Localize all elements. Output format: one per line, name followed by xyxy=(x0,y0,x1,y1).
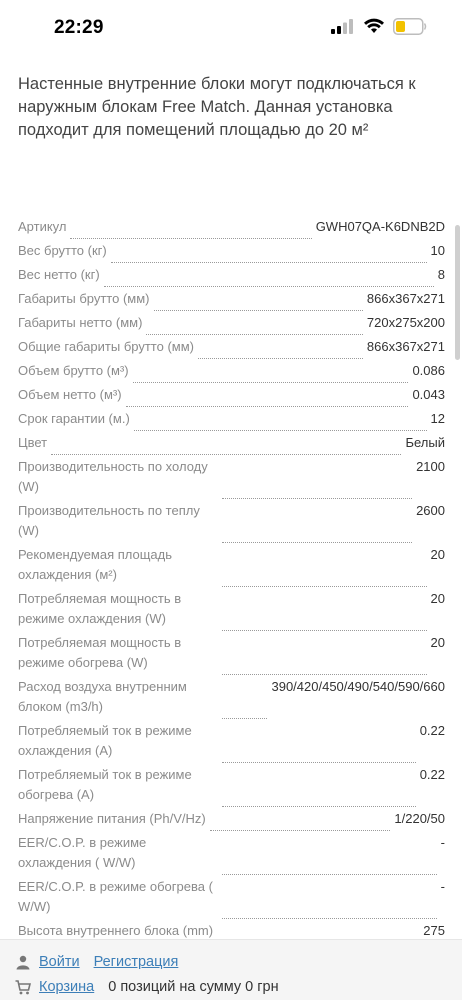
spec-row xyxy=(18,217,445,237)
spec-value: 866x367x271 xyxy=(366,291,445,306)
spec-label: Производительность по холоду (W) xyxy=(18,459,208,494)
spec-value: 20 xyxy=(430,547,445,562)
spec-label: Общие габариты брутто (мм) xyxy=(18,339,194,354)
spec-value: 866x367x271 xyxy=(366,339,445,354)
spec-row xyxy=(18,409,445,429)
spec-row xyxy=(18,633,445,673)
spec-dots xyxy=(222,545,427,587)
spec-row xyxy=(18,265,445,285)
spec-row xyxy=(18,765,445,805)
spec-label: Габариты нетто (мм) xyxy=(18,315,143,330)
spec-row xyxy=(18,361,445,381)
register-link[interactable]: Регистрация xyxy=(93,954,179,970)
spec-label: Рекомендуемая площадь охлаждения (м²) xyxy=(18,547,173,582)
spec-dots xyxy=(70,217,311,239)
spec-dots xyxy=(222,677,267,719)
user-icon xyxy=(15,954,31,970)
spec-dots xyxy=(222,589,427,631)
account-links xyxy=(15,954,192,970)
spec-dots xyxy=(210,809,391,831)
spec-dots xyxy=(198,337,363,359)
spec-value: 2600 xyxy=(416,503,445,518)
spec-value: 0.22 xyxy=(419,723,445,738)
spec-label: Артикул xyxy=(18,219,67,234)
spec-dots xyxy=(222,633,427,675)
spec-row xyxy=(18,545,445,585)
login-link[interactable]: Войти xyxy=(39,954,80,970)
bottom-bar xyxy=(0,939,462,1000)
spec-value: GWH07QA-K6DNB2D xyxy=(315,219,445,234)
status-bar xyxy=(0,0,462,56)
battery-low-power-icon xyxy=(393,18,427,35)
spec-row xyxy=(18,241,445,261)
spec-row xyxy=(18,677,445,717)
spec-value: 1/220/50 xyxy=(394,811,445,826)
spec-value: 12 xyxy=(430,411,445,426)
spec-dots xyxy=(111,241,427,263)
spec-value: Белый xyxy=(405,435,445,450)
spec-row xyxy=(18,833,445,873)
spec-dots xyxy=(222,721,416,763)
spec-label: Объем нетто (м³) xyxy=(18,387,122,402)
spec-label: Высота внутреннего блока (mm) xyxy=(18,923,214,938)
spec-label: Вес нетто (кг) xyxy=(18,267,100,282)
spec-label: Объем брутто (м³) xyxy=(18,363,129,378)
spec-value: 10 xyxy=(430,243,445,258)
spec-value: - xyxy=(440,835,445,850)
spec-dots xyxy=(222,501,412,543)
spec-label: EER/C.O.P. в режиме обогрева ( W/W) xyxy=(18,879,213,914)
cart-row xyxy=(15,979,279,995)
spec-label: Цвет xyxy=(18,435,48,450)
spec-label: Производительность по теплу (W) xyxy=(18,503,200,538)
spec-dots xyxy=(222,833,437,875)
spec-row xyxy=(18,877,445,917)
spec-value: 390/420/450/490/540/590/660 xyxy=(271,679,445,694)
wifi-icon xyxy=(364,17,384,34)
spec-row xyxy=(18,921,445,941)
cart-status: 0 позиций на сумму 0 грн xyxy=(108,979,279,995)
spec-label: Срок гарантии (м.) xyxy=(18,411,130,426)
spec-row xyxy=(18,337,445,357)
spec-row xyxy=(18,385,445,405)
spec-dots xyxy=(146,313,362,335)
spec-label: Напряжение питания (Ph/V/Hz) xyxy=(18,811,206,826)
spec-value: 2100 xyxy=(416,459,445,474)
spec-value: 275 xyxy=(423,923,445,938)
spec-dots xyxy=(134,409,427,431)
spec-value: 8 xyxy=(437,267,445,282)
spec-value: - xyxy=(440,879,445,894)
spec-row xyxy=(18,809,445,829)
spec-dots xyxy=(222,765,416,807)
spec-value: 20 xyxy=(430,635,445,650)
spec-row xyxy=(18,589,445,629)
spec-label: Потребляемая мощность в режиме охлаждения (W) xyxy=(18,591,182,626)
spec-row xyxy=(18,457,445,497)
cart-icon xyxy=(15,979,31,995)
spec-dots xyxy=(222,877,437,919)
spec-label: Потребляемая мощность в режиме обогрева (W) xyxy=(18,635,182,670)
spec-label: Вес брутто (кг) xyxy=(18,243,107,258)
spec-dots xyxy=(104,265,434,287)
spec-label: Расход воздуха внутренним блоком (m3/h) xyxy=(18,679,187,714)
spec-dots xyxy=(154,289,363,311)
spec-value: 20 xyxy=(430,591,445,606)
spec-value: 0.086 xyxy=(412,363,445,378)
spec-label: Габариты брутто (мм) xyxy=(18,291,150,306)
spec-row xyxy=(18,433,445,453)
spec-label: Потребляемый ток в режиме обогрева (A) xyxy=(18,767,192,802)
spec-row xyxy=(18,501,445,541)
spec-row xyxy=(18,289,445,309)
spec-label: EER/C.O.P. в режиме охлаждения ( W/W) xyxy=(18,835,147,870)
spec-value: 0.22 xyxy=(419,767,445,782)
specs-table xyxy=(18,217,445,945)
spec-dots xyxy=(133,361,409,383)
spec-value: 720x275x200 xyxy=(366,315,445,330)
spec-row xyxy=(18,721,445,761)
spec-row xyxy=(18,313,445,333)
scrollbar[interactable] xyxy=(455,225,460,360)
spec-dots xyxy=(126,385,409,407)
status-time: 22:29 xyxy=(54,17,104,38)
cellular-signal-icon xyxy=(331,19,353,34)
cart-link[interactable]: Корзина xyxy=(39,979,95,995)
product-description: Настенные внутренние блоки могут подключаться к наружным блокам Free Match. Данная установка подходит для помещений площадью до 20 м² xyxy=(18,75,416,139)
spec-value: 0.043 xyxy=(412,387,445,402)
spec-label: Потребляемый ток в режиме охлаждения (A) xyxy=(18,723,192,758)
spec-dots xyxy=(51,433,401,455)
spec-dots xyxy=(222,457,412,499)
